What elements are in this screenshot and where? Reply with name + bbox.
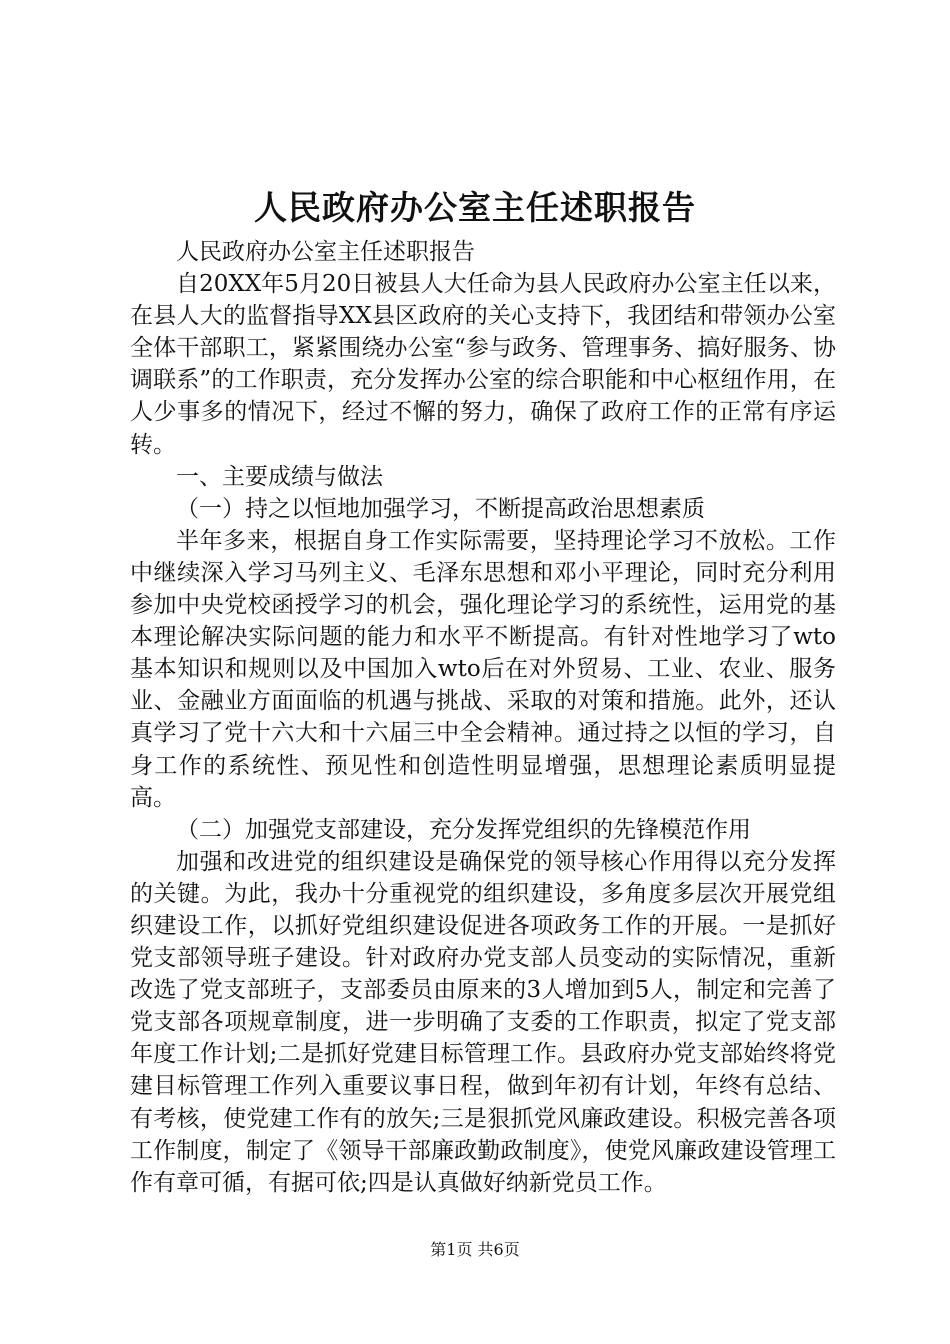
subsection-heading-1: （一）持之以恒地加强学习，不断提高政治思想素质 [176,495,705,522]
paragraph-study: 半年多来，根据自身工作实际需要，坚持理论学习不放松。工作中继续深入学习马列主义、毛泽东思想和邓小平理论，同时充分利用参加中央党校函授学习的机会，强化理论学习的系统性，运用党的基本理论解决实际问题的能力和水平不断提高。有针对性地学习了wto基本知识和规则以及中国加入wto后在对外贸易、工业、农业、服务业、金融业方面面临的机遇与挑战、采取的对策和措施。此外，还认真学习了党十六大和十六届三中全会精神。通过持之以恒的学习，自身工作的系统性、预见性和创造性明显增强，思想理论素质明显提高。 [130,527,836,811]
page-footer: 第1页 共6页 [430,1240,520,1259]
document-body [130,236,836,1199]
document-title: 人民政府办公室主任述职报告 [254,188,696,227]
paragraph-heading-repeat: 人民政府办公室主任述职报告 [176,239,475,265]
paragraph-intro: 自20XX年5月20日被县人大任命为县人民政府办公室主任以来，在县人大的监督指导XX县区政府的关心支持下，我团结和带领办公室全体干部职工，紧紧围绕办公室“参与政务、管理事务、搞好服务、协调联系”的工作职责，充分发挥办公室的综合职能和中心枢纽作用，在人少事多的情况下，经过不懈的努力，确保了政府工作的正常有序运转。 [130,271,836,458]
section-heading-1: 一、主要成绩与做法 [176,463,383,490]
subsection-heading-2: （二）加强党支部建设，充分发挥党组织的先锋模范作用 [176,816,751,843]
paragraph-party-building: 加强和改进党的组织建设是确保党的领导核心作用得以充分发挥的关键。为此，我办十分重视党的组织建设，多角度多层次开展党组织建设工作，以抓好党组织建设促进各项政务工作的开展。一是抓好党支部领导班子建设。针对政府办党支部人员变动的实际情况，重新改选了党支部班子，支部委员由原来的3人增加到5人，制定和完善了党支部各项规章制度，进一步明确了支委的工作职责，拟定了党支部年度工作计划;二是抓好党建目标管理工作。县政府办党支部始终将党建目标管理工作列入重要议事日程，做到年初有计划，年终有总结、有考核，使党建工作有的放矢;三是狠抓党风廉政建设。积极完善各项工作制度，制定了《领导干部廉政勤政制度》，使党风廉政建设管理工作有章可循，有据可依;四是认真做好纳新党员工作。 [130,848,836,1196]
